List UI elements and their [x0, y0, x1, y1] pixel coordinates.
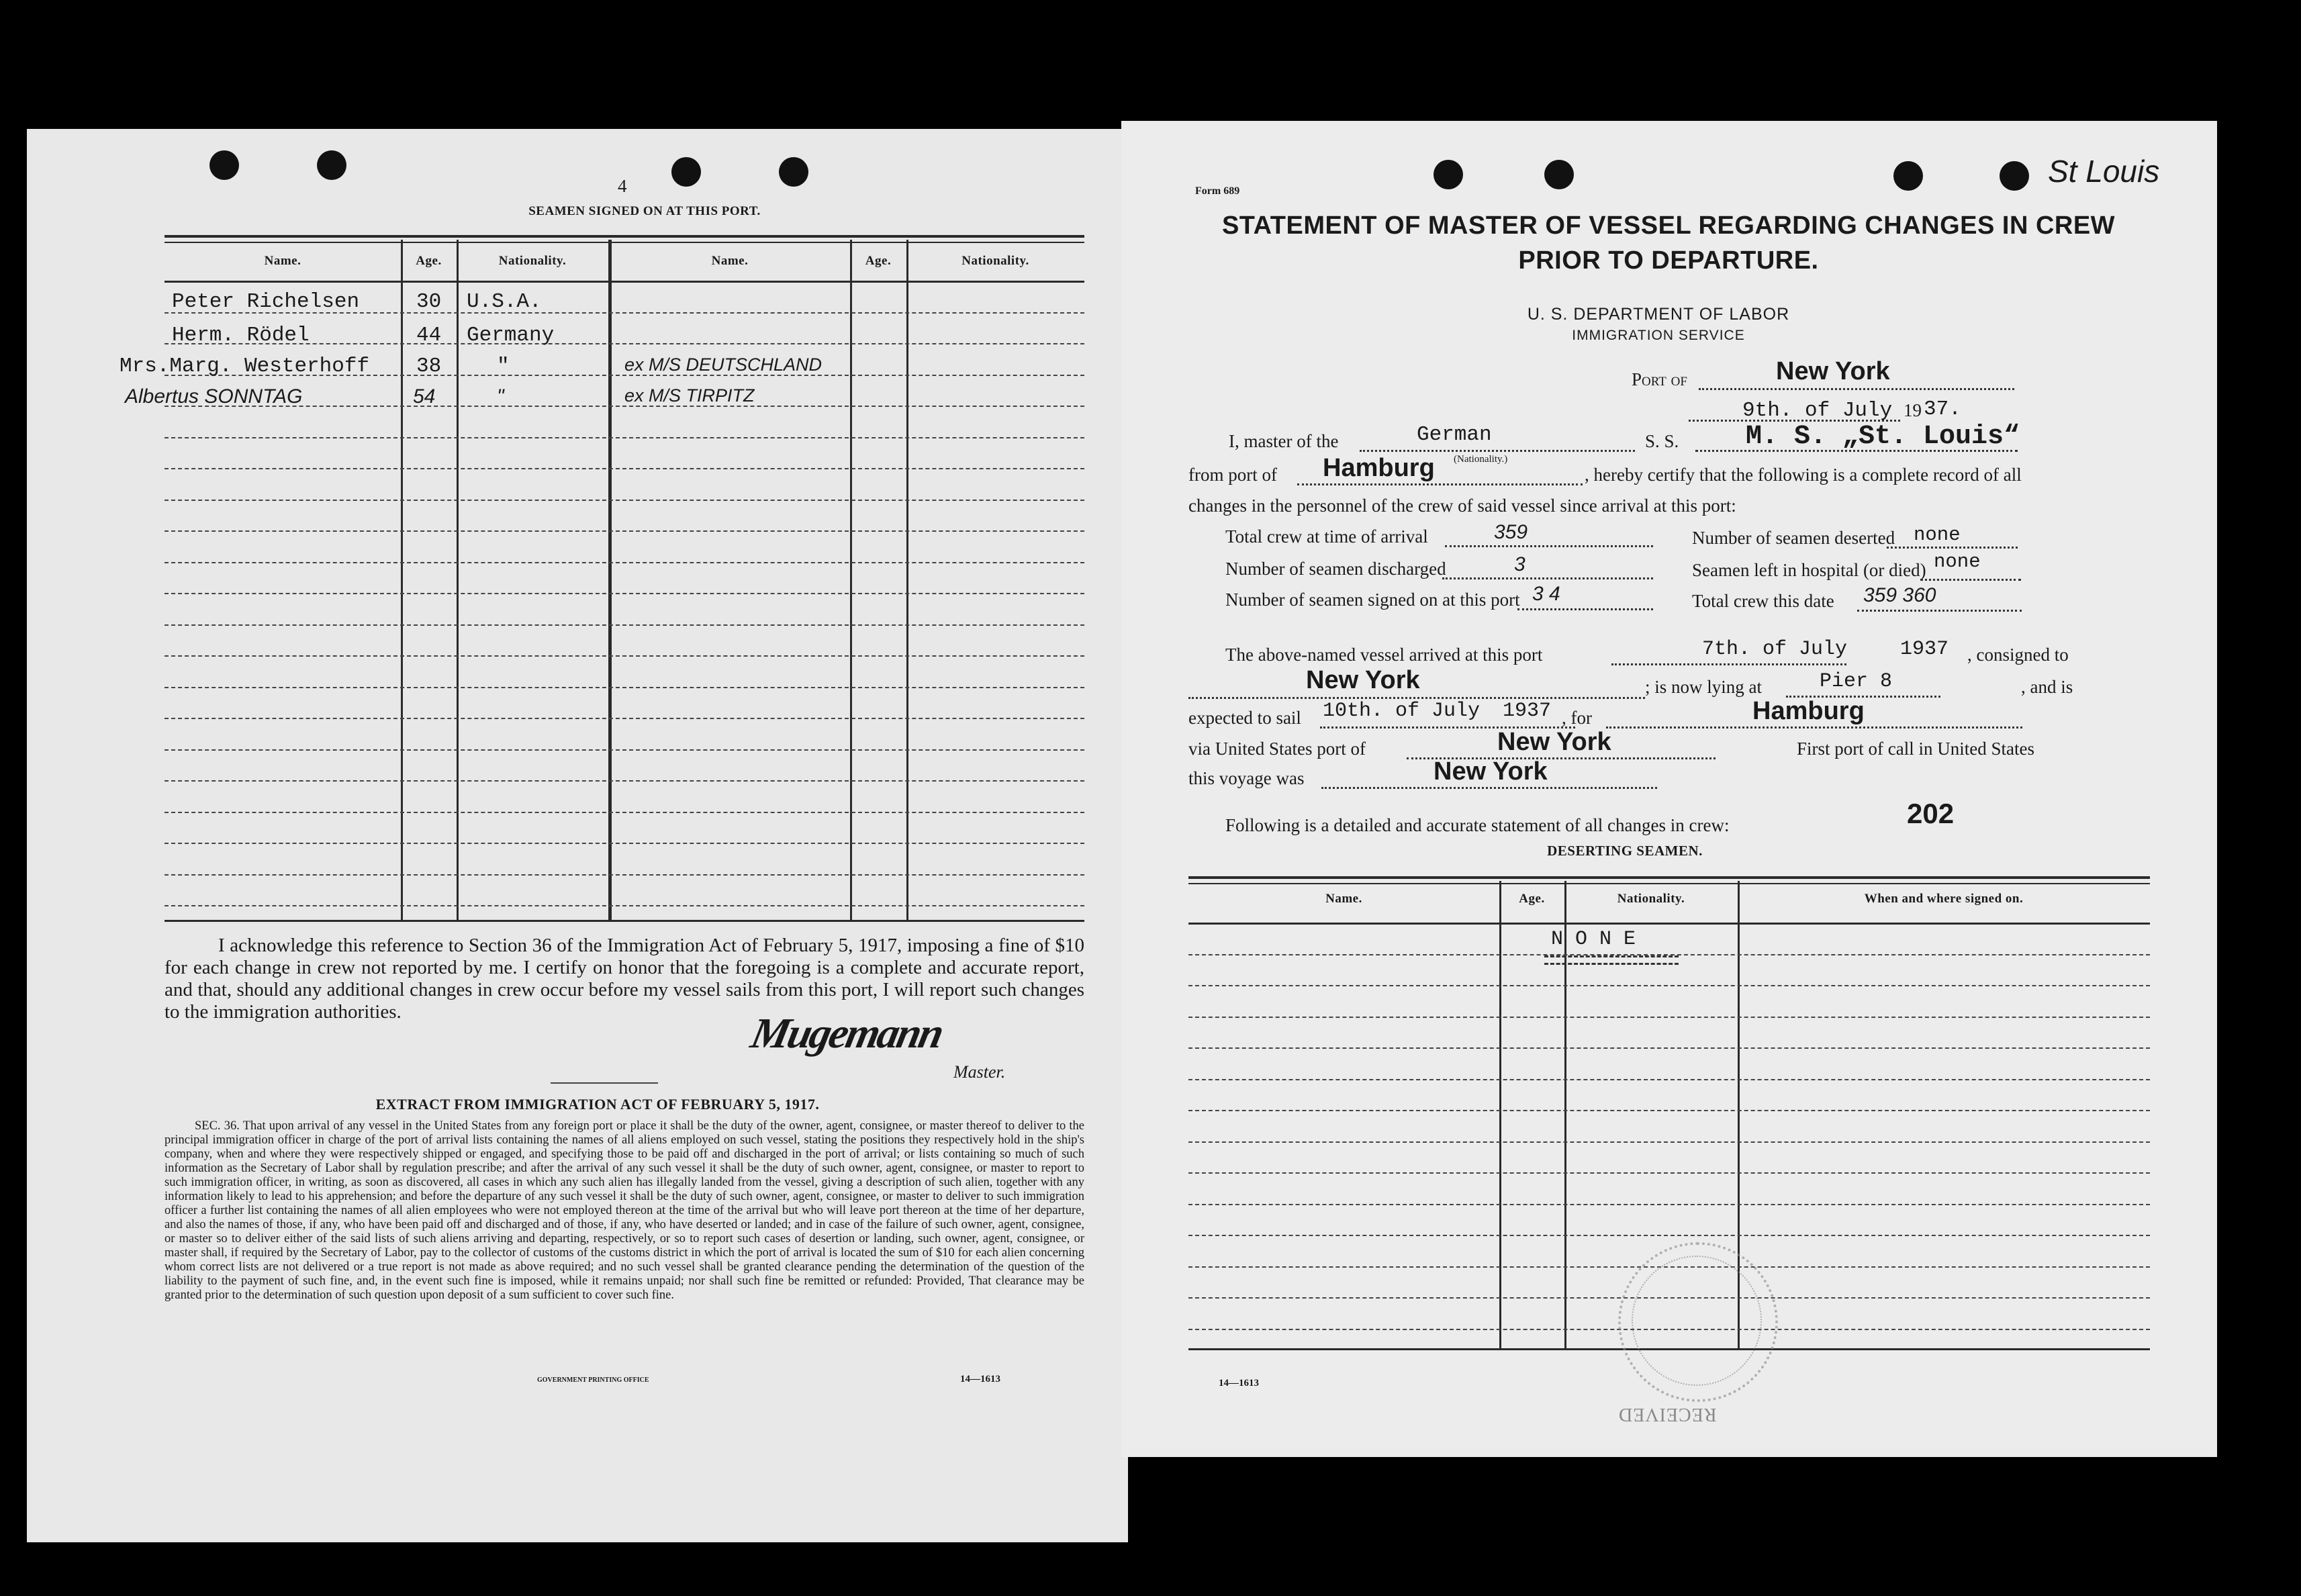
column-divider — [608, 240, 612, 921]
row-rule — [1188, 1235, 2150, 1236]
printing-office: GOVERNMENT PRINTING OFFICE — [537, 1376, 649, 1384]
page-stamp: 202 — [1907, 798, 1955, 829]
col-header-age: Age. — [416, 254, 442, 268]
master-label: Master. — [953, 1062, 1006, 1082]
voyage-value: New York — [1434, 757, 1548, 786]
none-underline — [1544, 955, 1679, 965]
column-divider — [906, 240, 908, 921]
total-crew-date-label: Total crew this date — [1692, 591, 1834, 611]
port-label: Port of — [1632, 369, 1687, 389]
col-header-nationality: Nationality. — [1617, 892, 1685, 906]
col-header-age-2: Age. — [865, 254, 892, 268]
certify-text-2: changes in the personnel of the crew of said vessel since arrival at this port: — [1188, 496, 1736, 516]
nationality-hint: (Nationality.) — [1454, 454, 1508, 465]
signed-on-line — [1517, 608, 1653, 610]
crew-name: Peter Richelsen — [172, 290, 360, 314]
form-title-line-2: PRIOR TO DEPARTURE. — [1518, 246, 1819, 275]
for-label: , for — [1562, 708, 1592, 728]
discharged-value: 3 — [1514, 553, 1525, 575]
arrived-label: The above-named vessel arrived at this port — [1225, 645, 1543, 665]
ss-label: S. S. — [1645, 431, 1679, 451]
voyage-line — [1321, 787, 1657, 789]
consigned-label: , consigned to — [1967, 645, 2069, 665]
discharged-label: Number of seamen discharged — [1225, 559, 1446, 579]
service: IMMIGRATION SERVICE — [1572, 328, 1745, 343]
expected-year: 1937 — [1503, 700, 1552, 722]
table-top-rule — [165, 242, 1084, 243]
form-label: Form 689 — [1195, 185, 1240, 197]
crew-note: ex M/S DEUTSCHLAND — [624, 355, 823, 375]
via-value: New York — [1497, 728, 1611, 756]
hospital-value: none — [1934, 551, 1981, 573]
first-port-label: First port of call in United States — [1797, 739, 2034, 759]
nationality-field-line — [1360, 450, 1635, 452]
row-rule — [165, 812, 1084, 813]
col-header-nationality-2: Nationality. — [961, 254, 1029, 268]
crew-nationality: U.S.A. — [467, 290, 542, 314]
deserted-value: none — [1914, 524, 1961, 546]
year-suffix: 37. — [1924, 397, 1961, 421]
arrived-year: 1937 — [1900, 638, 1949, 661]
punch-hole — [779, 157, 808, 187]
from-port-field-line — [1297, 483, 1583, 485]
column-divider — [1564, 881, 1566, 1350]
crew-nationality: " — [497, 385, 504, 408]
page-number: 4 — [618, 176, 627, 196]
column-divider — [850, 240, 852, 921]
column-divider — [401, 240, 403, 921]
crew-nationality: " — [497, 355, 510, 378]
row-rule — [1188, 1110, 2150, 1111]
row-rule — [165, 593, 1084, 594]
consignee-value: New York — [1306, 666, 1420, 694]
deserting-table-top-rule — [1188, 876, 2150, 879]
year-prefix: 19 — [1904, 400, 1922, 420]
deserting-title: DESERTING SEAMEN. — [1547, 843, 1703, 859]
col-header-when-where: When and where signed on. — [1864, 892, 2024, 906]
row-rule — [165, 437, 1084, 438]
form-title-line-1: STATEMENT OF MASTER OF VESSEL REGARDING CHANGES IN CREW — [1221, 212, 2116, 240]
form-number: 14—1613 — [960, 1374, 1000, 1384]
column-divider — [457, 240, 459, 921]
row-rule — [165, 624, 1084, 626]
row-rule — [165, 843, 1084, 844]
total-crew-arrival-label: Total crew at time of arrival — [1225, 526, 1428, 547]
row-rule — [1188, 1141, 2150, 1143]
voyage-label: this voyage was — [1188, 768, 1305, 788]
row-rule — [165, 687, 1084, 688]
acknowledgement-text: I acknowledge this reference to Section 36 of the Immigration Act of February 5, 1917, imposing a fine of $10 for each change in crew not reported by me. I certify on honor that the foregoing is a complete and accurate report, and that, should any additional changes in crew occur before my vessel sails from this port, I will report such changes to the immigration authorities. — [165, 935, 1084, 1023]
deserted-line — [1887, 547, 2018, 549]
vessel-name: M. S. „St. Louis“ — [1746, 422, 2020, 452]
received-stamp: RECEIVED — [1618, 1404, 1717, 1425]
punch-hole — [2000, 161, 2029, 191]
total-crew-date-value: 359 360 — [1863, 584, 1936, 606]
row-rule — [1188, 1204, 2150, 1205]
crew-age: 54 — [413, 385, 436, 408]
arrived-line — [1611, 663, 1846, 665]
row-rule — [165, 874, 1084, 876]
and-is-label: , and is — [2021, 677, 2073, 697]
crew-age: 30 — [416, 290, 442, 314]
row-rule — [165, 749, 1084, 751]
row-rule — [1188, 1017, 2150, 1018]
round-stamp-inner — [1632, 1256, 1762, 1386]
total-crew-arrival-value: 359 — [1494, 521, 1528, 543]
hospital-line — [1920, 579, 2021, 581]
table-top-rule — [165, 235, 1084, 238]
right-page — [1121, 121, 2217, 1457]
handwritten-corner-note: St Louis — [2048, 154, 2160, 189]
row-rule — [1188, 1172, 2150, 1174]
port-value: New York — [1776, 357, 1890, 385]
punch-hole — [1434, 160, 1463, 189]
crew-name: Albertus SONNTAG — [125, 385, 303, 408]
via-label: via United States port of — [1188, 739, 1366, 759]
signed-on-label: Number of seamen signed on at this port — [1225, 590, 1520, 610]
for-line — [1606, 726, 2022, 729]
row-rule — [165, 655, 1084, 657]
form-number: 14—1613 — [1219, 1378, 1259, 1389]
consignee-line — [1188, 697, 1645, 699]
none-entry: N O N E — [1551, 928, 1636, 951]
extract-title: EXTRACT FROM IMMIGRATION ACT OF FEBRUARY 5, 1917. — [375, 1096, 820, 1113]
total-crew-date-line — [1857, 610, 2022, 612]
row-rule — [165, 780, 1084, 782]
extract-text: SEC. 36. That upon arrival of any vessel in the United States from any foreign port or place it shall be the duty of the owner, agent, consignee, or master thereof to deliver to the principal immigration officer in charge of the port of arrival lists containing the names of all aliens employed on such vessel, stating the positions they respectively hold in the ship's company, when and where they were respectively shipped or engaged, and specifying those to be paid off and discharged in the port of arrival; or lists containing so much of such information as the Secretary of Labor shall by regulation prescribe; and after the arrival of any such vessel it shall be the duty of such owner, agent, consignee, or master to report to such immigration officer, in writing, as soon as discovered, all cases in which any such alien has illegally landed from the vessel, giving a description of such alien, together with any information likely to lead to his apprehension; and before the departure of any such vessel it shall be the duty of such owner, agent, consignee, or master to deliver to such immigration officer a further list containing the names of all alien employees who were not employed thereon at the time of the arrival but who will leave port thereon at the time of her departure, and also the names of those, if any, who have been paid off and discharged and of those, if any, who have deserted or landed; and in case of the failure of such owner, agent, consignee, or master so to deliver either of the said lists of such aliens arriving and departing, respectively, or so to report such cases of desertion or landing, such owner, agent, consignee, or master shall, if required by the Secretary of Labor, pay to the collector of customs of the customs district in which the port of arrival is located the sum of $10 for each alien concerning whom correct lists are not delivered or a true report is not made as above required; and no such vessel shall be granted clearance pending the determination of the question of the liability to the payment of such fine, and, in the event such fine is imposed, while it remains unpaid; nor shall such fine be remitted or refunded: Provided, That clearance may be granted prior to the determination of such question upon deposit of a sum sufficient to cover such fine. — [165, 1119, 1084, 1302]
following-label: Following is a detailed and accurate statement of all changes in crew: — [1225, 815, 1730, 835]
row-rule — [165, 562, 1084, 563]
master-of-label: I, master of the — [1229, 431, 1339, 451]
crew-age: 44 — [416, 324, 442, 347]
row-rule — [165, 468, 1084, 469]
punch-hole — [317, 150, 346, 180]
row-rule — [1188, 985, 2150, 986]
crew-note: ex M/S TIRPITZ — [624, 385, 755, 406]
lying-label: ; is now lying at — [1645, 677, 1762, 697]
port-field-line — [1699, 388, 2014, 390]
total-crew-arrival-line — [1445, 545, 1653, 547]
column-divider — [1499, 881, 1501, 1350]
crew-nationality: Germany — [467, 324, 555, 347]
deserting-table-top-rule — [1188, 883, 2150, 884]
date-value: 9th. of July — [1742, 399, 1893, 422]
row-rule — [1188, 1079, 2150, 1080]
certify-text: , hereby certify that the following is a complete record of all — [1585, 465, 2022, 485]
divider — [551, 1082, 658, 1084]
row-rule — [165, 530, 1084, 532]
deserted-label: Number of seamen deserted — [1692, 528, 1895, 548]
arrived-value: 7th. of July — [1702, 638, 1848, 661]
row-rule — [1188, 1047, 2150, 1049]
col-header-age: Age. — [1519, 892, 1545, 906]
row-rule — [165, 500, 1084, 501]
signed-on-value: 3 4 — [1532, 583, 1560, 605]
punch-hole — [671, 157, 701, 187]
col-header-name-2: Name. — [711, 254, 749, 268]
crew-name: Herm. Rödel — [172, 324, 310, 347]
master-signature: Mugemann — [747, 1009, 947, 1057]
expected-label: expected to sail — [1188, 708, 1301, 728]
crew-name: Mrs.Marg. Westerhoff — [120, 355, 370, 378]
col-header-nationality: Nationality. — [498, 254, 567, 268]
discharged-line — [1442, 577, 1653, 579]
row-rule — [165, 905, 1084, 906]
punch-hole — [1544, 160, 1574, 189]
from-port-value: Hamburg — [1323, 454, 1435, 482]
department: U. S. DEPARTMENT OF LABOR — [1527, 305, 1790, 324]
row-rule — [165, 718, 1084, 719]
table-bottom-rule — [165, 920, 1084, 922]
col-header-name: Name. — [1325, 892, 1362, 906]
form-title — [1188, 208, 2149, 278]
punch-hole — [1893, 161, 1923, 191]
hospital-label: Seamen left in hospital (or died) — [1692, 560, 1926, 580]
from-port-label: from port of — [1188, 465, 1277, 485]
left-page — [27, 129, 1128, 1542]
section-title: SEAMEN SIGNED ON AT THIS PORT. — [528, 204, 761, 218]
for-value: Hamburg — [1752, 697, 1865, 725]
crew-age: 38 — [416, 355, 442, 378]
col-header-name: Name. — [264, 254, 301, 268]
nationality-value: German — [1417, 423, 1492, 447]
deserting-table-header-rule — [1188, 923, 2150, 925]
punch-hole — [209, 150, 239, 180]
expected-value: 10th. of July — [1323, 700, 1481, 722]
table-header-rule — [165, 281, 1084, 283]
lying-value: Pier 8 — [1820, 670, 1893, 693]
